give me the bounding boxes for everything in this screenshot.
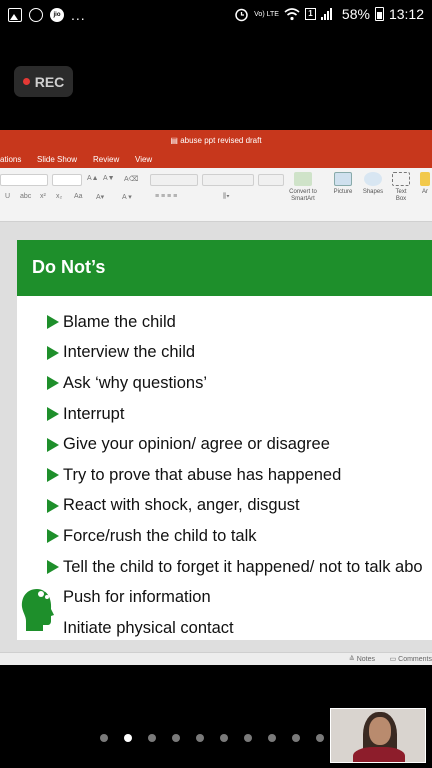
bullet-item: [47, 368, 423, 399]
ppt-status-strip: [0, 652, 432, 665]
bullet-text: Initiate physical contact: [63, 618, 234, 637]
network-label: Vo) LTE: [254, 10, 279, 18]
bullet-text: Give your opinion/ agree or disagree: [63, 435, 330, 454]
head-logo-icon: [19, 585, 55, 633]
font-color-icon[interactable]: A▾: [96, 194, 105, 201]
window-titlebar: [0, 130, 432, 152]
arrange-icon: [420, 172, 430, 186]
text-effects-icon[interactable]: A ▾: [122, 194, 132, 201]
bullet-arrow-icon: [47, 468, 59, 482]
bullet-arrow-icon: [47, 438, 59, 452]
alarm-icon: [234, 7, 249, 22]
text-direction-icon[interactable]: ⫼▾: [223, 193, 230, 200]
bullet-arrow-icon: [47, 376, 59, 390]
align-buttons[interactable]: ≡ ≡ ≡ ≡: [155, 193, 178, 200]
bullets-group[interactable]: [150, 174, 198, 186]
window-title: abuse ppt revised draft: [180, 136, 262, 145]
notes-label: Notes: [356, 656, 375, 663]
overflow-dots: ...: [71, 7, 86, 23]
page-dot[interactable]: [220, 734, 228, 742]
bullet-item: [47, 429, 423, 460]
ribbon-tabs: [0, 152, 432, 168]
sim-badge: 1: [305, 8, 316, 20]
bullet-item: [47, 613, 423, 640]
bullet-text: Push for information: [63, 588, 211, 607]
slide[interactable]: [17, 240, 432, 640]
grow-font-icon[interactable]: A▲: [87, 175, 99, 182]
page-dot[interactable]: [196, 734, 204, 742]
shapes-button[interactable]: [360, 172, 386, 196]
comments-button[interactable]: ▭ Comments: [389, 656, 432, 663]
powerpoint-window: [0, 130, 432, 665]
page-dot[interactable]: [268, 734, 276, 742]
rec-label: REC: [34, 73, 65, 90]
slide-canvas: [0, 222, 432, 652]
presenter-body: [353, 747, 405, 763]
signal-icon: [321, 8, 337, 20]
columns-group[interactable]: [258, 174, 284, 186]
page-dot[interactable]: [292, 734, 300, 742]
bullet-text: Interview the child: [63, 343, 196, 362]
bullet-text: Ask ‘why questions’: [63, 373, 207, 392]
shapes-icon: [364, 172, 382, 186]
gallery-icon: [8, 8, 22, 22]
arrange-label: Ar: [422, 189, 428, 195]
status-bar: [0, 0, 432, 32]
wifi-icon: [284, 8, 300, 21]
picture-label: Picture: [333, 189, 353, 195]
status-right: [234, 6, 424, 22]
comments-label: Comments: [398, 656, 432, 663]
convert-smartart-button[interactable]: [284, 172, 322, 203]
notes-button[interactable]: ≙ Notes: [348, 656, 375, 663]
page-dot[interactable]: [172, 734, 180, 742]
tab-review[interactable]: Review: [93, 155, 120, 164]
bullet-text: Force/rush the child to talk: [63, 526, 257, 545]
page-dot[interactable]: [244, 734, 252, 742]
page-dot[interactable]: [100, 734, 108, 742]
strikethrough-icon[interactable]: abc: [20, 193, 32, 200]
bullet-text: React with shock, anger, disgust: [63, 496, 300, 515]
slide-header: [17, 240, 432, 296]
shapes-label: Shapes: [362, 189, 384, 195]
clock: 13:12: [388, 6, 424, 22]
page-dot[interactable]: [148, 734, 156, 742]
presenter-video[interactable]: [330, 708, 426, 763]
change-case-icon[interactable]: Aa: [74, 193, 83, 200]
bullet-item: [47, 338, 423, 369]
whatsapp-icon: [29, 8, 43, 22]
bullet-item: [47, 552, 423, 583]
indent-group[interactable]: [202, 174, 254, 186]
tab-animations[interactable]: ations: [0, 155, 22, 164]
bullet-item: [47, 582, 423, 613]
underline-icon[interactable]: U: [5, 193, 11, 200]
picture-button[interactable]: [330, 172, 356, 196]
textbox-button[interactable]: [390, 172, 412, 203]
slide-title: Do Not’s: [32, 257, 106, 277]
subscript-icon[interactable]: x₂: [56, 193, 63, 200]
textbox-icon: [392, 172, 410, 186]
font-name-box[interactable]: [0, 174, 48, 186]
bullet-item: [47, 399, 423, 430]
bullet-text: Try to prove that abuse has happened: [63, 465, 342, 484]
bullet-text: Tell the child to forget it happened/ not to talk abo: [63, 557, 423, 576]
battery-icon: [375, 7, 384, 21]
superscript-icon[interactable]: x²: [40, 193, 46, 200]
document-icon: ▤: [170, 136, 181, 145]
clear-format-icon[interactable]: A⌫: [124, 176, 139, 183]
bullet-list: [47, 307, 423, 640]
bullet-item: [47, 491, 423, 522]
bullet-text: Interrupt: [63, 404, 125, 423]
jio-icon: jio: [50, 8, 64, 22]
textbox-label: Text Box: [395, 189, 407, 202]
smartart-icon: [294, 172, 312, 186]
bullet-arrow-icon: [47, 560, 59, 574]
bullet-item: [47, 521, 423, 552]
bullet-arrow-icon: [47, 407, 59, 421]
shrink-font-icon[interactable]: A▼: [103, 175, 115, 182]
bullet-arrow-icon: [47, 529, 59, 543]
bullet-arrow-icon: [47, 315, 59, 329]
tab-view[interactable]: View: [135, 155, 153, 164]
page-dot[interactable]: [316, 734, 324, 742]
page-indicator[interactable]: [100, 734, 324, 742]
record-dot-icon: [23, 78, 30, 85]
ribbon: [0, 168, 432, 222]
picture-icon: [334, 172, 352, 186]
tab-slide-show[interactable]: Slide Show: [37, 155, 78, 164]
presenter-face: [369, 717, 391, 745]
arrange-button[interactable]: [418, 172, 432, 196]
status-left: [8, 7, 86, 23]
rec-button[interactable]: [14, 66, 73, 97]
bullet-item: [47, 307, 423, 338]
font-size-box[interactable]: [52, 174, 82, 186]
convert-smartart-label: Convert to SmartArt: [289, 189, 317, 202]
battery-percent: 58%: [341, 6, 370, 22]
bullet-arrow-icon: [47, 499, 59, 513]
bullet-text: Blame the child: [63, 312, 176, 331]
bullet-item: [47, 460, 423, 491]
bullet-arrow-icon: [47, 346, 59, 360]
page-dot[interactable]: [124, 734, 132, 742]
